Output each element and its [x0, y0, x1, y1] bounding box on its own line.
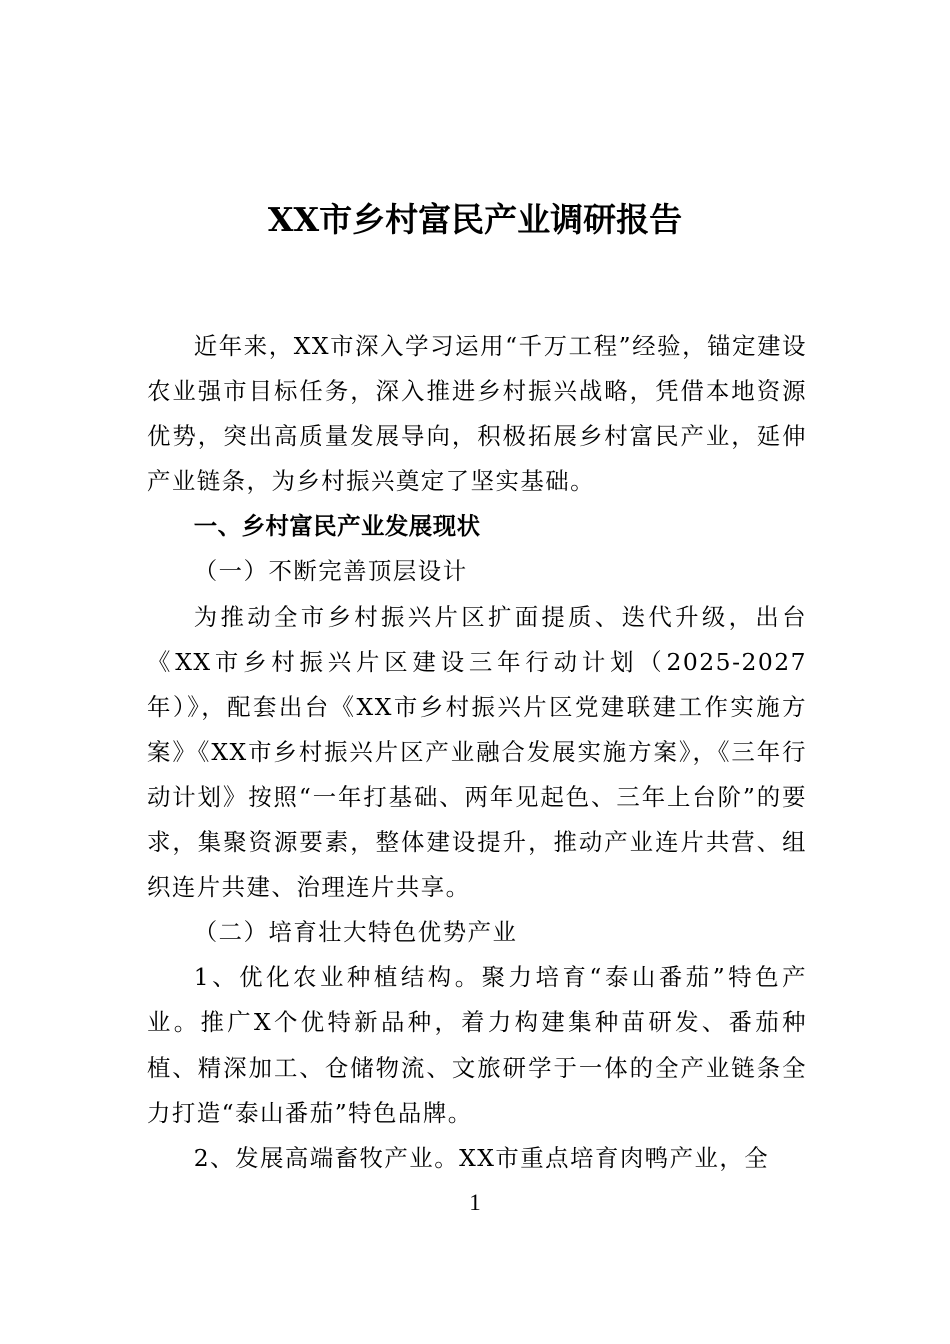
body-paragraph: 2、发展高端畜牧产业。XX市重点培育肉鸭产业，全 [193, 1143, 770, 1172]
body-paragraph: 为推动全市乡村振兴片区扩面提质、迭代升级，出台《XX市乡村振兴片区建设三年行动计划（2025-2027年）》，配套出台《XX市乡村振兴片区党建联建工作实施方案》《XX市乡村振兴片区产业融合发展实施方案》，《三年行动计划》按照“一年打基础、两年见起色、三年上台阶”的要求，集聚资源要素，整体建设提升，推动产业连片共营、组织连片共建、治理连片共享。 [147, 602, 807, 902]
page-number: 1 [469, 1190, 481, 1215]
section-heading: 一、乡村富民产业发展现状 [193, 512, 481, 541]
document-body [147, 324, 807, 1181]
document-title: XX市乡村富民产业调研报告 [267, 200, 683, 239]
body-paragraph: 1、优化农业种植结构。聚力培育“泰山番茄”特色产业。推广X个优特新品种，着力构建集种苗研发、番茄种植、精深加工、仓储物流、文旅研学于一体的全产业链条全力打造“泰山番茄”特色品牌。 [147, 963, 807, 1127]
intro-paragraph: 近年来，XX市深入学习运用“千万工程”经验，锚定建设农业强市目标任务，深入推进乡村振兴战略，凭借本地资源优势，突出高质量发展导向，积极拓展乡村富民产业，延伸产业链条，为乡村振兴奠定了坚实基础。 [147, 332, 807, 496]
subsection-heading: （二）培育壮大特色优势产业 [193, 918, 518, 947]
subsection-heading: （一）不断完善顶层设计 [193, 557, 468, 586]
